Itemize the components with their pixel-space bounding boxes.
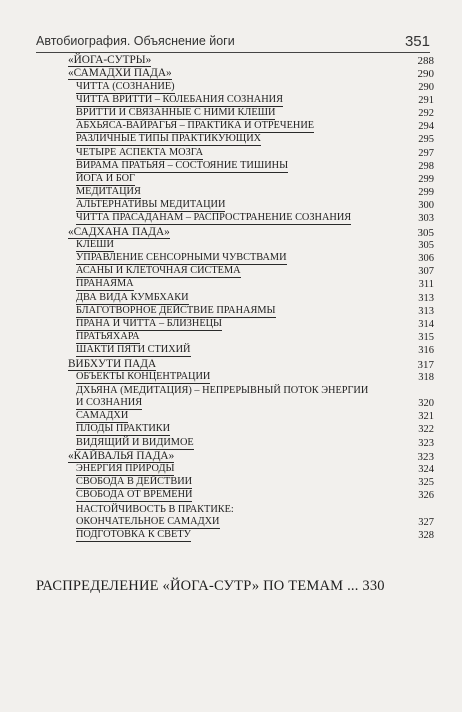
toc-entry-page: 292 [418, 107, 434, 119]
toc-entry [68, 54, 434, 67]
toc-entry-page: 288 [417, 55, 434, 68]
toc-entry [68, 80, 434, 93]
toc-entry-title: УПРАВЛЕНИЕ СЕНСОРНЫМИ ЧУВСТВАМИ [76, 252, 287, 263]
toc-entry-title: ЧЕТЫРЕ АСПЕКТА МОЗГА [76, 146, 204, 158]
toc-entry-page: 326 [418, 490, 434, 502]
toc-entry-title: АЛЬТЕРНАТИВЫ МЕДИТАЦИИ [76, 199, 226, 211]
toc-entry-page: 291 [418, 94, 434, 106]
toc-entry [68, 94, 434, 107]
toc-entry [68, 291, 434, 304]
toc-entry-page: 307 [418, 266, 434, 278]
toc-entry-page: 315 [418, 332, 434, 344]
toc-entry [68, 133, 434, 146]
toc-entry [68, 120, 434, 133]
final-entry-dots: ... [347, 578, 359, 594]
toc-entry [68, 344, 434, 357]
toc-entry-page: 323 [417, 450, 434, 463]
page-number: 351 [404, 33, 430, 50]
toc-entry-page: 295 [418, 134, 434, 146]
toc-entry-page: 294 [418, 121, 434, 133]
toc-entry-title: ПЛОДЫ ПРАКТИКИ [76, 423, 171, 435]
toc-entry-title: ПРАТЬЯХАРА [76, 331, 140, 343]
toc-entry-page: 325 [418, 477, 434, 489]
toc-entry-page: 290 [417, 68, 434, 81]
toc-entry-title: ВИРАМА ПРАТЬЯЯ – СОСТОЯНИЕ ТИШИНЫ [76, 159, 289, 171]
toc-entry-title: НАСТОЙЧИВОСТЬ В ПРАКТИКЕ: [76, 503, 234, 515]
toc-entry-title: ВРИТТИ И СВЯЗАННЫЕ С НИМИ КЛЕШИ [76, 106, 276, 118]
toc-entry-title: «САМАДХИ ПАДА» [68, 67, 172, 80]
toc-entry-title: КЛЕШИ [76, 238, 114, 250]
toc-entry [68, 305, 434, 318]
final-entry-title: РАСПРЕДЕЛЕНИЕ «ЙОГА-СУТР» ПО ТЕМАМ [36, 578, 344, 594]
toc-entry-title: ЧИТТА (СОЗНАНИЕ) [76, 80, 175, 92]
toc-entry [68, 331, 434, 344]
toc-entry-title: «КАЙВАЛЬЯ ПАДА» [68, 449, 175, 462]
toc-entry-title: РАЗЛИЧНЫЕ ТИПЫ ПРАКТИКУЮЩИХ [76, 133, 262, 145]
toc-entry-page: 320 [418, 398, 434, 410]
final-toc-entry [36, 578, 436, 595]
toc-entry [68, 146, 434, 159]
toc-entry-page: 303 [418, 213, 434, 225]
toc-entry-page: 298 [418, 160, 434, 172]
toc-entry-title: «ЙОГА-СУТРЫ» [68, 54, 152, 67]
toc-entry-title: АБХЬЯСА-ВАЙРАГЬЯ – ПРАКТИКА И ОТРЕЧЕНИЕ [76, 120, 315, 132]
toc-entry [68, 212, 434, 225]
toc-entry-title: ШАКТИ ПЯТИ СТИХИЙ [76, 344, 191, 356]
toc-entry-title: ПРАНА И ЧИТТА – БЛИЗНЕЦЫ [76, 317, 223, 329]
toc-entry-page: 317 [417, 358, 434, 371]
toc-entry-page: 328 [418, 529, 434, 541]
toc-entry-title: ЧИТТА ПРАСАДАНАМ – РАСПРОСТРАНЕНИЕ СОЗНАНИЯ [76, 212, 352, 224]
toc-entry-page: 313 [418, 305, 434, 317]
toc-entry [68, 384, 434, 397]
toc-entry-page: 306 [418, 253, 434, 264]
toc-entry [68, 225, 434, 238]
toc-entry-page: 321 [418, 411, 434, 423]
toc-entry-title: АСАНЫ И КЛЕТОЧНАЯ СИСТЕМА [76, 265, 241, 277]
toc-entry-title: ВИДЯЩИЙ И ВИДИМОЕ [76, 436, 194, 448]
toc-entry-page: 299 [418, 173, 434, 185]
toc-entry-page: 311 [418, 279, 434, 291]
toc-entry [68, 186, 434, 199]
toc-entry-page: 318 [418, 371, 434, 383]
toc-entry-title: ЧИТТА ВРИТТИ – КОЛЕБАНИЯ СОЗНАНИЯ [76, 93, 283, 105]
toc-entry-page: 300 [418, 200, 434, 212]
toc-entry-title: ДВА ВИДА КУМБХАКИ [76, 291, 189, 303]
toc-entry-title: ОБЪЕКТЫ КОНЦЕНТРАЦИИ [76, 370, 211, 382]
toc-entry [68, 529, 434, 542]
toc-entry-title: «САДХАНА ПАДА» [68, 225, 170, 238]
toc-entry [68, 436, 434, 449]
toc-entry-title: СВОБОДА ОТ ВРЕМЕНИ [76, 489, 193, 501]
toc-entry-page: 305 [417, 226, 434, 239]
toc-entry [68, 423, 434, 436]
toc-entry [68, 371, 434, 384]
toc-entry-page: 327 [418, 516, 434, 528]
toc-entry-title: ПОДГОТОВКА К СВЕТУ [76, 528, 191, 540]
toc-entry [68, 516, 434, 529]
toc-entry-title: ЭНЕРГИЯ ПРИРОДЫ [76, 463, 175, 474]
toc-entry [68, 239, 434, 252]
toc-entry [68, 357, 434, 370]
toc-entry [68, 67, 434, 80]
toc-entry-page: 305 [418, 239, 434, 251]
toc-entry-title: ПРАНАЯМА [76, 278, 134, 290]
toc-entry-title: ВИБХУТИ ПАДА [68, 357, 157, 370]
toc-entry [68, 489, 434, 502]
toc-entry [68, 278, 434, 291]
toc-entry-title: БЛАГОТВОРНОЕ ДЕЙСТВИЕ ПРАНАЯМЫ [76, 304, 276, 316]
toc-entry-title: СВОБОДА В ДЕЙСТВИИ [76, 476, 193, 488]
toc-entry [68, 107, 434, 120]
final-entry-page: 330 [362, 578, 385, 594]
toc-entry-page: 314 [418, 318, 434, 330]
toc-entry [68, 502, 434, 515]
toc-entry [68, 252, 434, 265]
toc-entry-title: МЕДИТАЦИЯ [76, 186, 141, 198]
toc-entry [68, 173, 434, 186]
toc-entry [68, 265, 434, 278]
toc-entry-page: 290 [418, 81, 434, 93]
toc-entry [68, 318, 434, 331]
toc-entry [68, 476, 434, 489]
running-header [36, 30, 430, 53]
toc-entry [68, 160, 434, 173]
toc-entry-page: 322 [418, 424, 434, 436]
toc-entry-page: 316 [418, 345, 434, 357]
toc-entry [68, 463, 434, 476]
toc-entry-title: САМАДХИ [76, 410, 129, 422]
toc-entry-title: ОКОНЧАТЕЛЬНОЕ САМАДХИ [76, 515, 220, 527]
toc-entry-title: И СОЗНАНИЯ [76, 397, 143, 409]
toc-entry-page: 323 [418, 437, 434, 449]
toc-entry [68, 199, 434, 212]
toc-entry-page: 324 [418, 464, 434, 475]
toc-entry [68, 397, 434, 410]
table-of-contents [68, 54, 434, 542]
toc-entry [68, 410, 434, 423]
toc-entry-page: 313 [418, 292, 434, 304]
toc-entry-page: 299 [418, 187, 434, 199]
toc-entry-page: 297 [418, 147, 434, 159]
book-title: Автобиография. Объяснение йоги [36, 34, 235, 48]
toc-entry [68, 450, 434, 463]
toc-entry-title: ДХЬЯНА (МЕДИТАЦИЯ) – НЕПРЕРЫВНЫЙ ПОТОК ЭНЕРГИИ [76, 384, 369, 396]
toc-entry-title: ЙОГА И БОГ [76, 172, 135, 184]
